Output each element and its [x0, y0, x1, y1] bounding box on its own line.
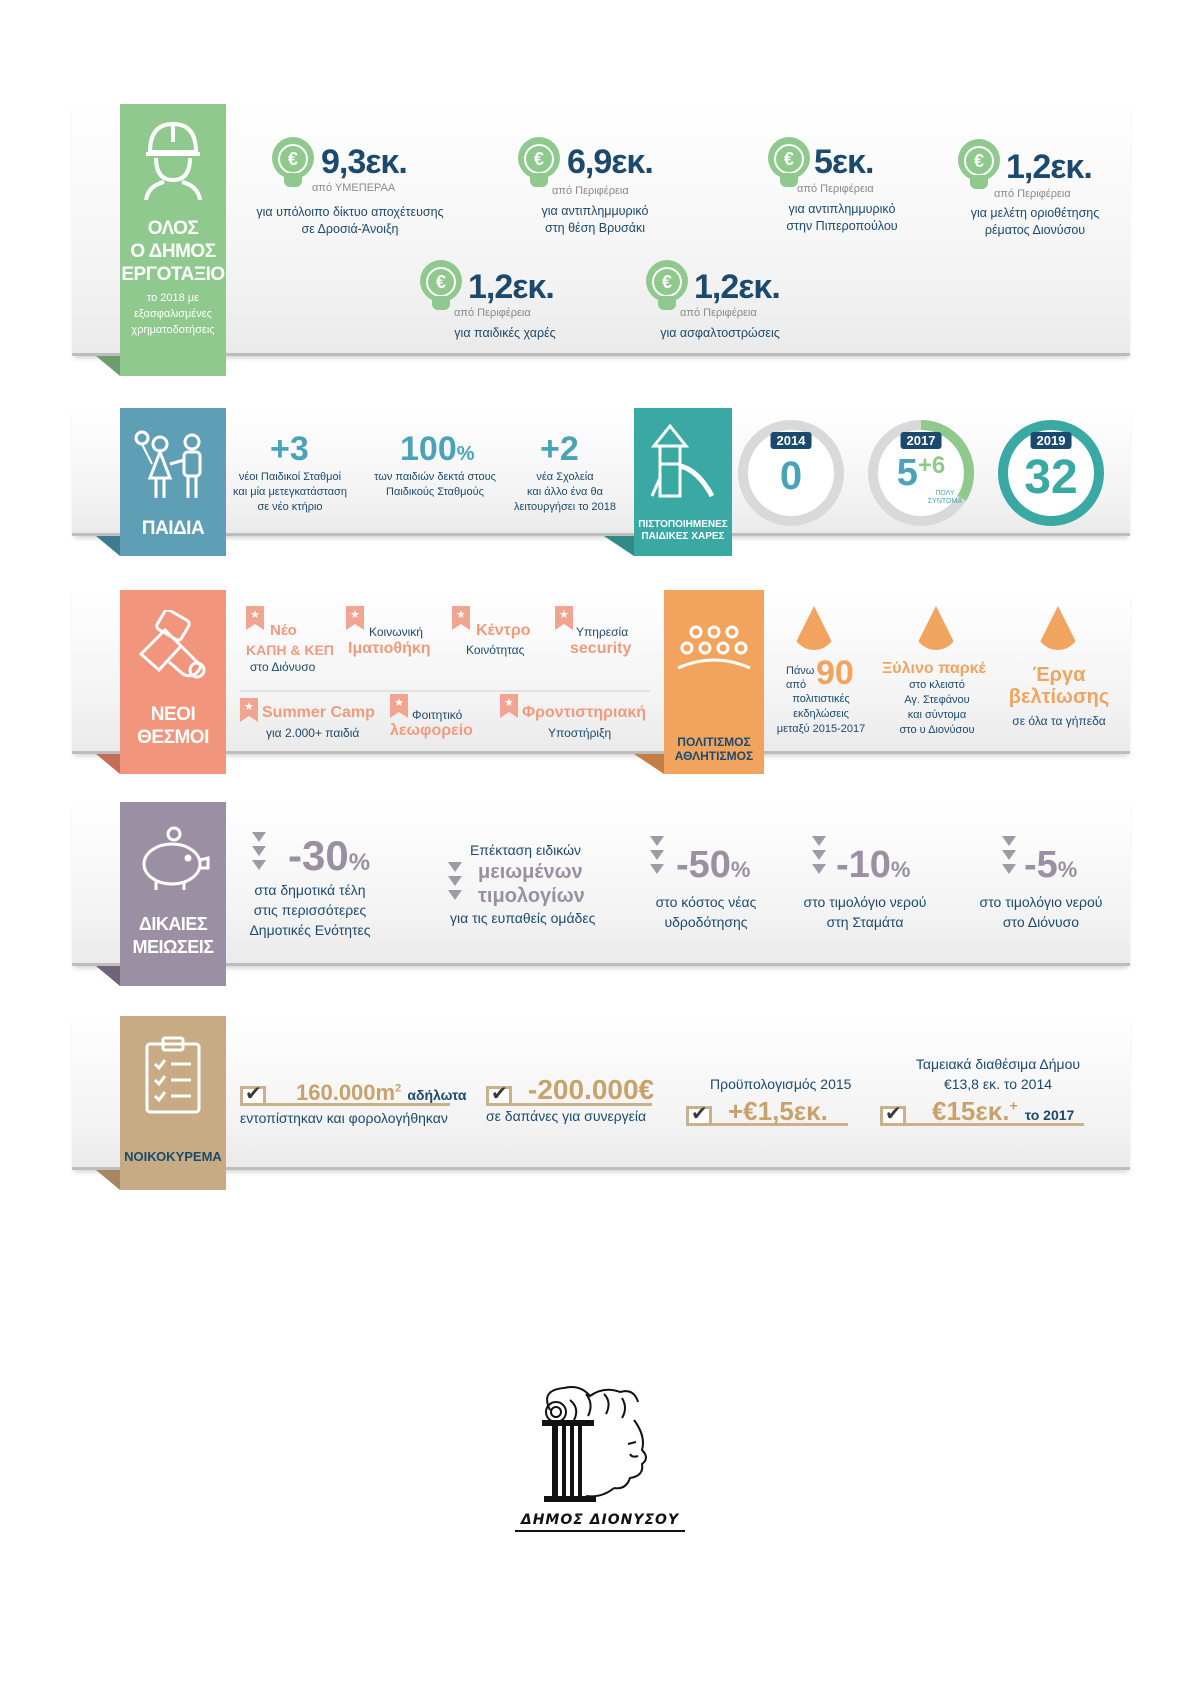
funding-desc: για αντιπλημμυρικό στη θέση Βρυσάκι — [541, 204, 649, 235]
funding-source: από Περιφέρεια — [797, 183, 874, 195]
house-big: $160.000m^2$ αδήλωτα — [296, 1080, 467, 1105]
culture-tab — [664, 590, 764, 774]
house-pre: Προϋπολογισμός 2015 — [710, 1076, 852, 1092]
piggy-bank-icon — [136, 826, 210, 892]
logo-caption: ΔΗΜΟΣ ΔΙΟΝΥΣΟΥ — [515, 1512, 685, 1532]
funding-desc: για ασφαλτοστρώσεις — [660, 326, 780, 340]
ring-2019: 2019 32 — [998, 420, 1104, 526]
divider — [240, 690, 650, 692]
funding-desc: για παιδικές χαρές — [454, 326, 556, 340]
house-big: €15εκ.+ το 2017 — [932, 1096, 1075, 1126]
funding-amount: 1,2εκ. — [468, 268, 554, 306]
dionysus-head-logo — [530, 1380, 670, 1510]
inst-a: Υπηρεσία — [576, 625, 629, 639]
reduction-desc: στο κόστος νέας υδροδότησης — [655, 894, 757, 930]
culture-desc: πολιτιστικές εκδηλώσεις μεταξύ 2015-2017 — [776, 693, 866, 735]
house-pre: Ταμειακά διαθέσιμα Δήμου €13,8 εκ. το 2014 — [915, 1056, 1081, 1092]
tab-fold — [634, 754, 664, 774]
funding-desc: για μελέτη οριοθέτησης ρέματος Διονύσου — [970, 206, 1100, 237]
inst-b: security — [570, 640, 632, 657]
ring-value: 32 — [1024, 451, 1078, 504]
tab-title: ΝΕΟΙ ΘΕΣΜΟΙ — [137, 704, 209, 748]
check-icon — [240, 1086, 266, 1106]
inst-b: Υποστήριξη — [548, 726, 612, 740]
culture-num: 90 — [816, 654, 854, 692]
funding-desc: για υπόλοιπο δίκτυο αποχέτευσης σε Δροσιά-Άνοιξη — [256, 205, 444, 236]
tab-institutions — [120, 590, 226, 774]
check-icon — [686, 1106, 712, 1126]
funding-amount: 9,3εκ. — [321, 143, 407, 181]
reduction-desc: για τις ευπαθείς ομάδες — [450, 910, 596, 926]
ring-value: 0 — [779, 454, 803, 498]
down-arrow-icon — [812, 836, 826, 846]
children-icon — [134, 430, 212, 500]
ring-2014: 2014 0 — [738, 420, 844, 526]
tab-worksite — [120, 104, 226, 376]
down-arrow-icon — [650, 850, 664, 860]
down-arrow-icon — [1002, 864, 1016, 874]
funding-amount: 6,9εκ. — [567, 143, 653, 181]
stat-desc: νέα Σχολεία και άλλο ένα θα λειτουργήσει το 2018 — [513, 471, 617, 513]
inst-b: λεωφορείο — [390, 722, 473, 739]
tab-title: ΠΑΙΔΙΑ — [141, 518, 205, 539]
euro-pin-icon: € — [420, 260, 462, 312]
inst-a: Φοιτητικό — [412, 708, 463, 722]
reduction-value: -50% — [676, 844, 751, 886]
funding-source: από Περιφέρεια — [680, 307, 757, 319]
playground-tab — [634, 408, 732, 556]
down-arrow-icon — [448, 862, 462, 872]
tab-fold — [96, 536, 120, 556]
stat-desc: των παιδιών δεκτά στους Παιδικούς Σταθμούς — [374, 471, 496, 498]
ring-2017: 2017 $5^{+6}$ ΠΟΛΥ ΣΥΝΤΟΜΑ — [868, 420, 974, 526]
audience-icon — [676, 624, 752, 676]
reduction-value: -5% — [1024, 844, 1078, 886]
ring-note: ΠΟΛΥ ΣΥΝΤΟΜΑ — [927, 490, 962, 505]
down-arrow-icon — [448, 876, 462, 886]
house-desc: σε δαπάνες για συνεργεία — [486, 1108, 647, 1124]
down-arrow-icon — [1002, 836, 1016, 846]
tab-title: ΝΟΙΚΟΚΥΡΕΜΑ — [124, 1149, 222, 1164]
reduction-desc: στα δημοτικά τέλη στις περισσότερες Δημοτικές Ενότητες — [249, 882, 371, 938]
reduction-title1: Επέκταση ειδικών — [470, 842, 581, 858]
check-icon — [880, 1106, 906, 1126]
culture-label: ΠΟΛΙΤΙΣΜΟΣ ΑΘΛΗΤΙΣΜΟΣ — [674, 735, 754, 763]
down-arrow-icon — [252, 832, 266, 842]
inst-a: Summer Camp — [262, 704, 375, 721]
house-big: -200.000€ — [528, 1074, 655, 1105]
playground-icon — [648, 422, 718, 500]
reduction-value: -30% — [288, 832, 371, 879]
tab-children — [120, 408, 226, 556]
culture-title: Ξύλινο παρκέ — [882, 660, 986, 677]
reduction-desc: στο τιμολόγιο νερού στο Διόνυσο — [979, 894, 1103, 930]
inst-b: Κοινότητας — [466, 643, 525, 657]
tab-fold — [96, 1170, 120, 1190]
stat-value: 100% — [400, 430, 475, 468]
inst-b: ΚΑΠΗ & ΚΕΠ — [246, 642, 334, 658]
funding-amount: 1,2εκ. — [694, 268, 780, 306]
culture-pre: Πάνω από — [786, 665, 815, 691]
tab-reductions — [120, 802, 226, 986]
inst-b: Ιματιοθήκη — [348, 640, 431, 657]
tab-housekeeping — [120, 1016, 226, 1190]
down-arrow-icon — [650, 864, 664, 874]
culture-desc: σε όλα τα γήπεδα — [1012, 714, 1106, 728]
funding-source: από ΥΜΕΠΕΡΑΑ — [312, 182, 396, 194]
inst-a: Φροντιστηριακή — [522, 704, 647, 721]
funding-source: από Περιφέρεια — [454, 307, 531, 319]
tab-title: ΔΙΚΑΙΕΣ ΜΕΙΩΣΕΙΣ — [132, 914, 214, 957]
funding-desc: για αντιπλημμυρικό στην Πιπεροπούλου — [786, 202, 898, 233]
inst-a: Κέντρο — [476, 622, 531, 639]
worker-helmet-icon — [142, 118, 204, 200]
down-arrow-icon — [448, 890, 462, 900]
down-arrow-icon — [1002, 850, 1016, 860]
down-arrow-icon — [812, 850, 826, 860]
euro-pin-icon: € — [272, 137, 314, 189]
clipboard-checklist-icon — [143, 1036, 203, 1116]
tab-fold — [96, 754, 120, 774]
stat-value: +3 — [270, 430, 309, 468]
stat-value: +2 — [540, 430, 579, 468]
euro-pin-icon: € — [646, 260, 688, 312]
ring-value: $5^{+6}$ — [896, 452, 946, 494]
section-reductions — [72, 802, 1130, 966]
euro-pin-icon: € — [518, 137, 560, 189]
tab-fold — [96, 966, 120, 986]
down-arrow-icon — [252, 860, 266, 870]
euro-pin-icon: € — [958, 139, 1000, 191]
reduction-value: -10% — [836, 844, 911, 886]
down-arrow-icon — [252, 846, 266, 856]
handshake-icon — [135, 610, 211, 686]
funding-amount: 1,2εκ. — [1006, 148, 1092, 186]
inst-b: για 2.000+ παιδιά — [266, 726, 360, 740]
down-arrow-icon — [812, 864, 826, 874]
reduction-title2: μειωμένων τιμολογίων — [478, 861, 585, 907]
tab-subtitle: το 2018 με εξασφαλισμένες χρηματοδοτήσεις — [131, 292, 215, 336]
playground-label: ΠΙΣΤΟΠΟΙΗΜΕΝΕΣ ΠΑΙΔΙΚΕΣ ΧΑΡΕΣ — [638, 519, 728, 542]
culture-desc: στο κλειστό Αγ. Στεφάνου και σύντομα στο υ Διονύσου — [899, 679, 975, 736]
culture-title: Έργα βελτίωσης — [1008, 664, 1110, 708]
inst-a: Κοινωνική — [369, 625, 423, 639]
funding-amount: 5εκ. — [814, 143, 874, 181]
inst-a: Νέο — [270, 622, 297, 639]
reduction-desc: στο τιμολόγιο νερού στη Σταμάτα — [803, 894, 927, 930]
inst-c: στο Διόνυσο — [250, 660, 316, 674]
tab-title: ΟΛΟΣ Ο ΔΗΜΟΣ ΕΡΓΟΤΑΞΙΟ — [121, 218, 225, 285]
down-arrow-icon — [650, 836, 664, 846]
house-desc: εντοπίστηκαν και φορολογήθηκαν — [240, 1110, 448, 1126]
tab-fold — [96, 356, 120, 376]
euro-pin-icon: € — [768, 137, 810, 189]
tab-fold — [604, 536, 634, 556]
funding-source: από Περιφέρεια — [994, 188, 1071, 200]
check-icon — [486, 1086, 512, 1106]
stat-desc: νέοι Παιδικοί Σταθμοί και μία μετεγκατάσταση σε νέο κτήριο — [233, 471, 347, 513]
funding-source: από Περιφέρεια — [552, 185, 629, 197]
house-big: +€1,5εκ. — [728, 1096, 828, 1126]
